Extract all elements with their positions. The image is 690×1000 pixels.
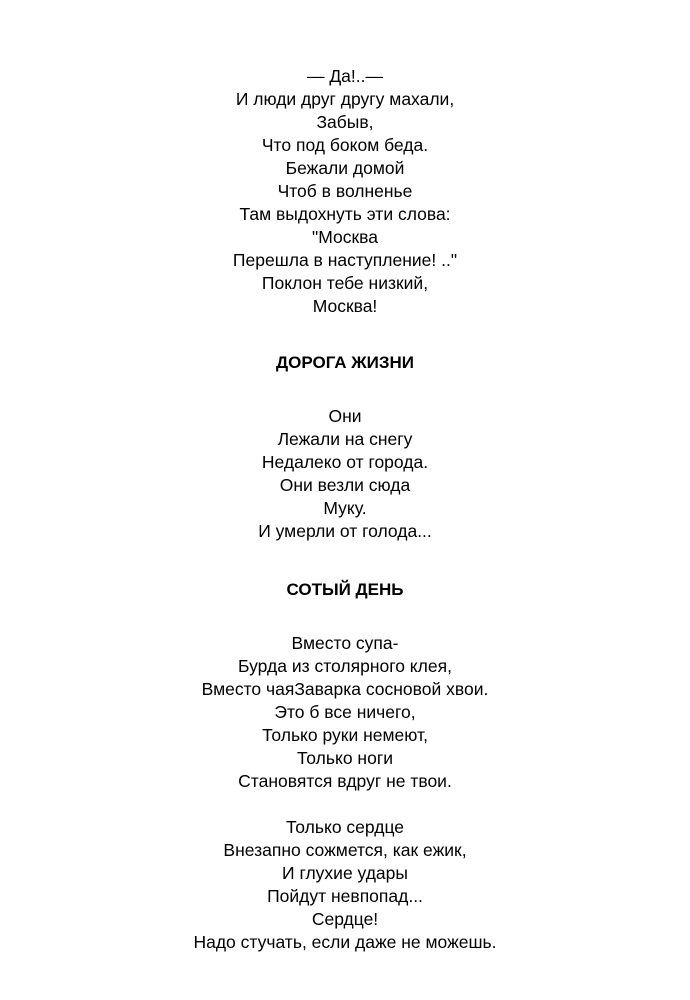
verse-line: Вместо чаяЗаварка сосновой хвои. (201, 679, 489, 699)
verse-line: Надо стучать, если даже не можешь. (193, 932, 497, 952)
verse-line: Пойдут невпопад... (267, 886, 423, 906)
verse-line: — Да!..— (306, 66, 384, 86)
poem-2-title-block (0, 351, 690, 374)
poem-title: СОТЫЙ ДЕНЬ (286, 580, 404, 599)
verse-line: И умерли от голода... (258, 521, 432, 541)
poem-1-stanza (0, 65, 690, 318)
verse-line: Поклон тебе низкий, (261, 273, 429, 293)
verse-line: Они везли сюда (279, 475, 411, 495)
verse-line: Чтоб в волненье (277, 181, 413, 201)
verse-line: Сердце! (311, 909, 379, 929)
poem-2-stanza (0, 405, 690, 543)
verse-line: Забыв, (316, 112, 374, 132)
poem-3-stanza-2 (0, 816, 690, 954)
verse-line: Перешла в наступление! .." (232, 250, 458, 270)
poem-title: ДОРОГА ЖИЗНИ (276, 353, 414, 372)
verse-line: "Москва (312, 227, 378, 247)
verse-line: Бежали домой (285, 158, 405, 178)
verse-line: Внезапно сожмется, как ежик, (223, 840, 467, 860)
verse-line: Муку. (323, 498, 367, 518)
verse-line: И люди друг другу махали, (235, 89, 455, 109)
verse-line: Бурда из столярного клея, (238, 656, 452, 676)
verse-line: Москва! (312, 296, 378, 316)
verse-line: Вместо супа- (291, 633, 399, 653)
verse-line: Только руки немеют, (262, 725, 428, 745)
verse-line: Что под боком беда. (261, 135, 429, 155)
verse-line: Лежали на снегу (277, 429, 413, 449)
verse-line: Только ноги (296, 748, 393, 768)
verse-line: Недалеко от города. (261, 452, 429, 472)
verse-line: Они (328, 406, 362, 426)
verse-line: Становятся вдруг не твои. (238, 771, 452, 791)
poem-3-title-block (0, 578, 690, 601)
verse-line: Только сердце (285, 817, 405, 837)
poem-3-stanza-1 (0, 632, 690, 793)
verse-line: Это б все ничего, (274, 702, 416, 722)
verse-line: И глухие удары (282, 863, 408, 883)
verse-line: Там выдохнуть эти слова: (239, 204, 451, 224)
